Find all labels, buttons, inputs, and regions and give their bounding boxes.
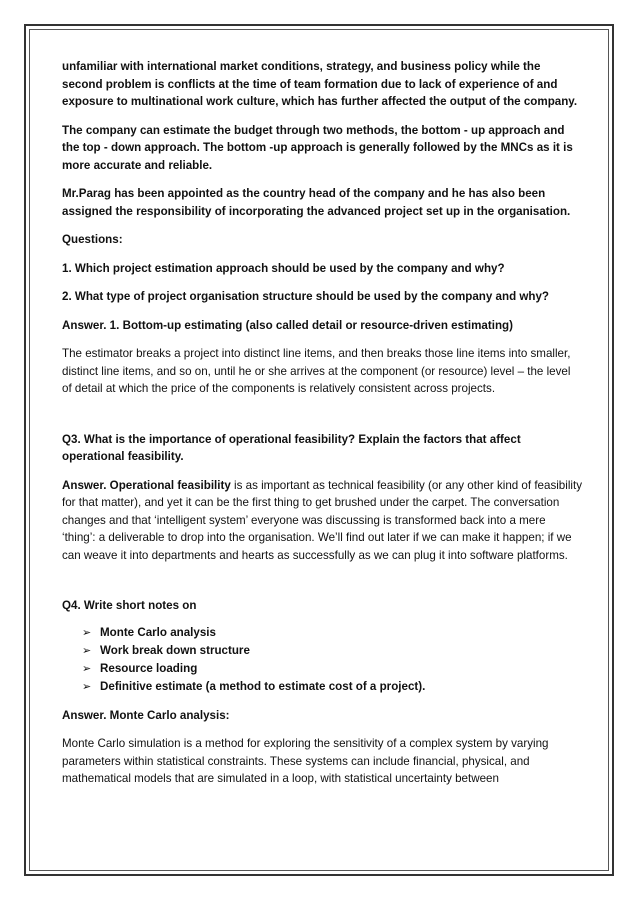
question-2: 2. What type of project organisation structure should be used by the company and why? [62, 290, 549, 303]
paragraph-budget: The company can estimate the budget through two methods, the bottom - up approach and the top - down approach. The bottom -up approach is generally followed by the MNCs as it is more accurate and reliable. [62, 123, 573, 172]
question-1: 1. Which project estimation approach should be used by the company and why? [62, 261, 505, 275]
paragraph-intro: unfamiliar with international market conditions, strategy, and business policy while the second problem is conflicts at the time of team formation due to lack of experience of and exposure to multinational work culture, which has further affected the output of the company. [62, 60, 578, 108]
answer-3 [62, 477, 582, 565]
arrow-bullet-icon: ➢ [82, 644, 92, 657]
bullet-list [62, 624, 582, 696]
answer-3-body: is as important as technical feasibility (or any other kind of feasibility for that matter), and yet it can be the first thing to get brushed under the carpet. The conversation changes and that ‘intelligent system’ everyone was discussing is transformed back into a mere ‘thing’: a deliverable to drop into the organisation. We’ll find out later if we can make it happen; if we can weave it into departments and hearts as successfully as we can plug it into software platforms. [62, 478, 583, 562]
document-body [62, 58, 582, 788]
questions-heading: Questions: [62, 233, 123, 246]
paragraph-parag: Mr.Parag has been appointed as the country head of the company and he has also been assigned the responsibility of incorporating the advanced project set up in the organisation. [62, 187, 571, 218]
question-4: Q4. Write short notes on [62, 599, 197, 612]
arrow-bullet-icon: ➢ [82, 680, 92, 693]
list-item: ➢ Resource loading [82, 660, 582, 678]
answer-3-label: Answer. Operational feasibility [62, 478, 231, 492]
answer-4-body: Monte Carlo simulation is a method for exploring the sensitivity of a complex system by varying parameters within statistical constraints. These systems can include financial, physical, and mathematical models that are simulated in a loop, with statistical uncertainty between [62, 737, 549, 785]
answer-1-heading: Answer. 1. Bottom-up estimating (also called detail or resource-driven estimating) [62, 318, 513, 332]
arrow-bullet-icon: ➢ [82, 626, 92, 639]
arrow-bullet-icon: ➢ [82, 662, 92, 675]
answer-1-body: The estimator breaks a project into distinct line items, and then breaks those line items into smaller, distinct line items, and so on, until he or she arrives at the component (or resource) level – the level of detail at which the price of the components is relatively consistent across projects. [62, 347, 571, 395]
list-item: ➢ Monte Carlo analysis [82, 624, 582, 642]
answer-4-heading: Answer. Monte Carlo analysis: [62, 708, 230, 722]
list-item: ➢ Definitive estimate (a method to estimate cost of a project). [82, 678, 582, 696]
list-item: ➢ Work break down structure [82, 642, 582, 660]
question-3: Q3. What is the importance of operational feasibility? Explain the factors that affect operational feasibility. [62, 432, 521, 463]
